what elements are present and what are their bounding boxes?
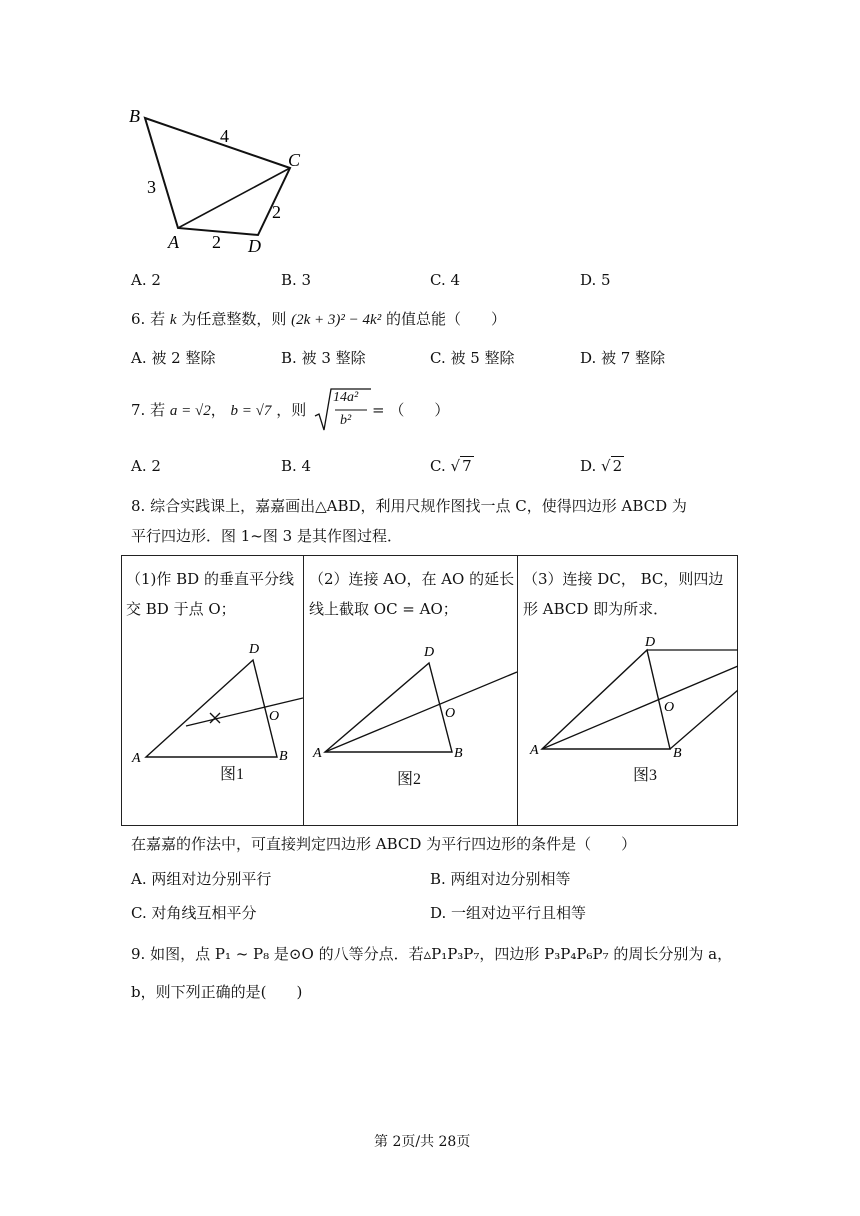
q8-option-d[interactable]: D. 一组对边平行且相等 [430, 904, 587, 922]
q6-number: 6. [131, 310, 146, 328]
q8-fig3-label-A: A [530, 743, 539, 758]
q6-option-d[interactable]: D. 被 7 整除 [580, 349, 666, 367]
q7-stem [131, 400, 306, 421]
q8-step3-text: （3）连接 DC， BC，则四边形 ABCD 即为所求． [523, 570, 724, 618]
q6-var-k: k [169, 312, 177, 328]
q7-option-d-sqrt: √ 2 [601, 457, 623, 475]
q7-text-mid: ，则 [276, 401, 307, 419]
q5-edge-CD: 2 [272, 202, 281, 222]
q8-figure2 [303, 636, 517, 786]
q8-fig1-label-D: D [249, 642, 260, 657]
q7-sep: ， [210, 401, 226, 419]
q6-text-pre: 若 [150, 310, 166, 328]
q5-label-D: D [248, 236, 261, 256]
q8-fig2-label-A: A [313, 746, 322, 761]
q8-fig1-label-B: B [279, 749, 288, 764]
q7-cond-a: a = √2 [169, 403, 211, 419]
q7-option-c[interactable] [430, 456, 474, 476]
q8-fig1-label-O: O [269, 709, 280, 724]
q8-fig1-caption: 图1 [220, 766, 245, 783]
q6-text-post: 的值总能（ ） [385, 310, 506, 328]
q6-text-mid: 为任意整数，则 [181, 310, 287, 328]
q5-quadrilateral-figure [120, 100, 320, 260]
q7-text-pre: 若 [150, 401, 166, 419]
q8-fig2-label-B: B [454, 746, 463, 761]
q8-fig2-label-D: D [424, 645, 435, 660]
q8-fig1-label-A: A [132, 751, 141, 766]
q7-option-c-radicand: 7 [462, 457, 472, 475]
q7-fraction-numerator: 14a² [333, 390, 359, 405]
q8-option-a[interactable]: A. 两组对边分别平行 [131, 870, 272, 888]
q5-edge-AB: 3 [147, 177, 156, 197]
q9-stem-line1: 9. 如图，点 P₁ ~ P₈ 是⊙O 的八等分点．若▵P₁P₃P₇，四边形 P₃P₄P₆P₇ 的周长分别为 a， [131, 945, 733, 963]
q5-option-a[interactable]: A. 2 [131, 271, 161, 289]
q7-option-a[interactable]: A. 2 [131, 457, 161, 475]
page-footer: 第 2页/共 28页 [374, 1134, 471, 1150]
q7-option-c-label: C. [430, 457, 446, 475]
q5-option-b[interactable]: B. 3 [281, 271, 312, 289]
q8-fig3-caption: 图3 [633, 767, 658, 784]
q8-option-b[interactable]: B. 两组对边分别相等 [430, 870, 571, 888]
q8-fig3-label-D: D [645, 636, 656, 650]
q7-text-post: = （ ） [372, 401, 450, 419]
q8-option-c[interactable]: C. 对角线互相平分 [131, 904, 257, 922]
q7-option-b[interactable]: B. 4 [281, 457, 312, 475]
q8-figure1 [122, 636, 303, 786]
q7-number: 7. [131, 401, 146, 419]
q8-fig3-label-O: O [664, 700, 675, 715]
q8-fig3-label-B: B [673, 746, 682, 761]
q8-step2-text: （2）连接 AO，在 AO 的延长线上截取 OC = AO； [309, 570, 515, 618]
q7-option-d-radicand: 2 [612, 457, 623, 475]
q7-option-d-label: D. [580, 457, 597, 475]
q8-step1-text: （1)作 BD 的垂直平分线交 BD 于点 O； [126, 570, 294, 618]
q5-edge-BC: 4 [220, 126, 229, 146]
q5-label-A: A [168, 232, 179, 252]
q6-stem [131, 309, 506, 330]
q7-option-d[interactable] [580, 456, 624, 476]
q5-edge-AD: 2 [212, 232, 221, 252]
q6-option-a[interactable]: A. 被 2 整除 [131, 349, 216, 367]
q8-question: 在嘉嘉的作法中，可直接判定四边形 ABCD 为平行四边形的条件是（ ） [131, 835, 637, 853]
q8-fig2-label-O: O [445, 706, 456, 721]
q5-option-d[interactable]: D. 5 [580, 271, 611, 289]
q6-expression: (2k + 3)² − 4k² [291, 312, 382, 328]
q8-construction-table [121, 555, 738, 826]
q5-option-c[interactable]: C. 4 [430, 271, 461, 289]
q6-option-b[interactable]: B. 被 3 整除 [281, 349, 366, 367]
q6-option-c[interactable]: C. 被 5 整除 [430, 349, 515, 367]
q8-fig2-caption: 图2 [397, 771, 422, 788]
q8-figure3 [518, 636, 738, 786]
q8-stem-line1: 8. 综合实践课上，嘉嘉画出△ABD，利用尺规作图找一点 C，使得四边形 ABCD 为 [131, 497, 687, 515]
q7-cond-b: b = √7 [230, 403, 272, 419]
q8-stem-line2: 平行四边形．图 1~图 3 是其作图过程． [131, 527, 402, 545]
q5-label-C: C [288, 150, 301, 170]
q7-option-c-sqrt: √ 7 [450, 457, 472, 475]
q7-fraction-denominator: b² [340, 413, 352, 428]
q9-stem-line2: b，则下列正确的是( ) [131, 983, 303, 1001]
q5-label-B: B [129, 106, 140, 126]
